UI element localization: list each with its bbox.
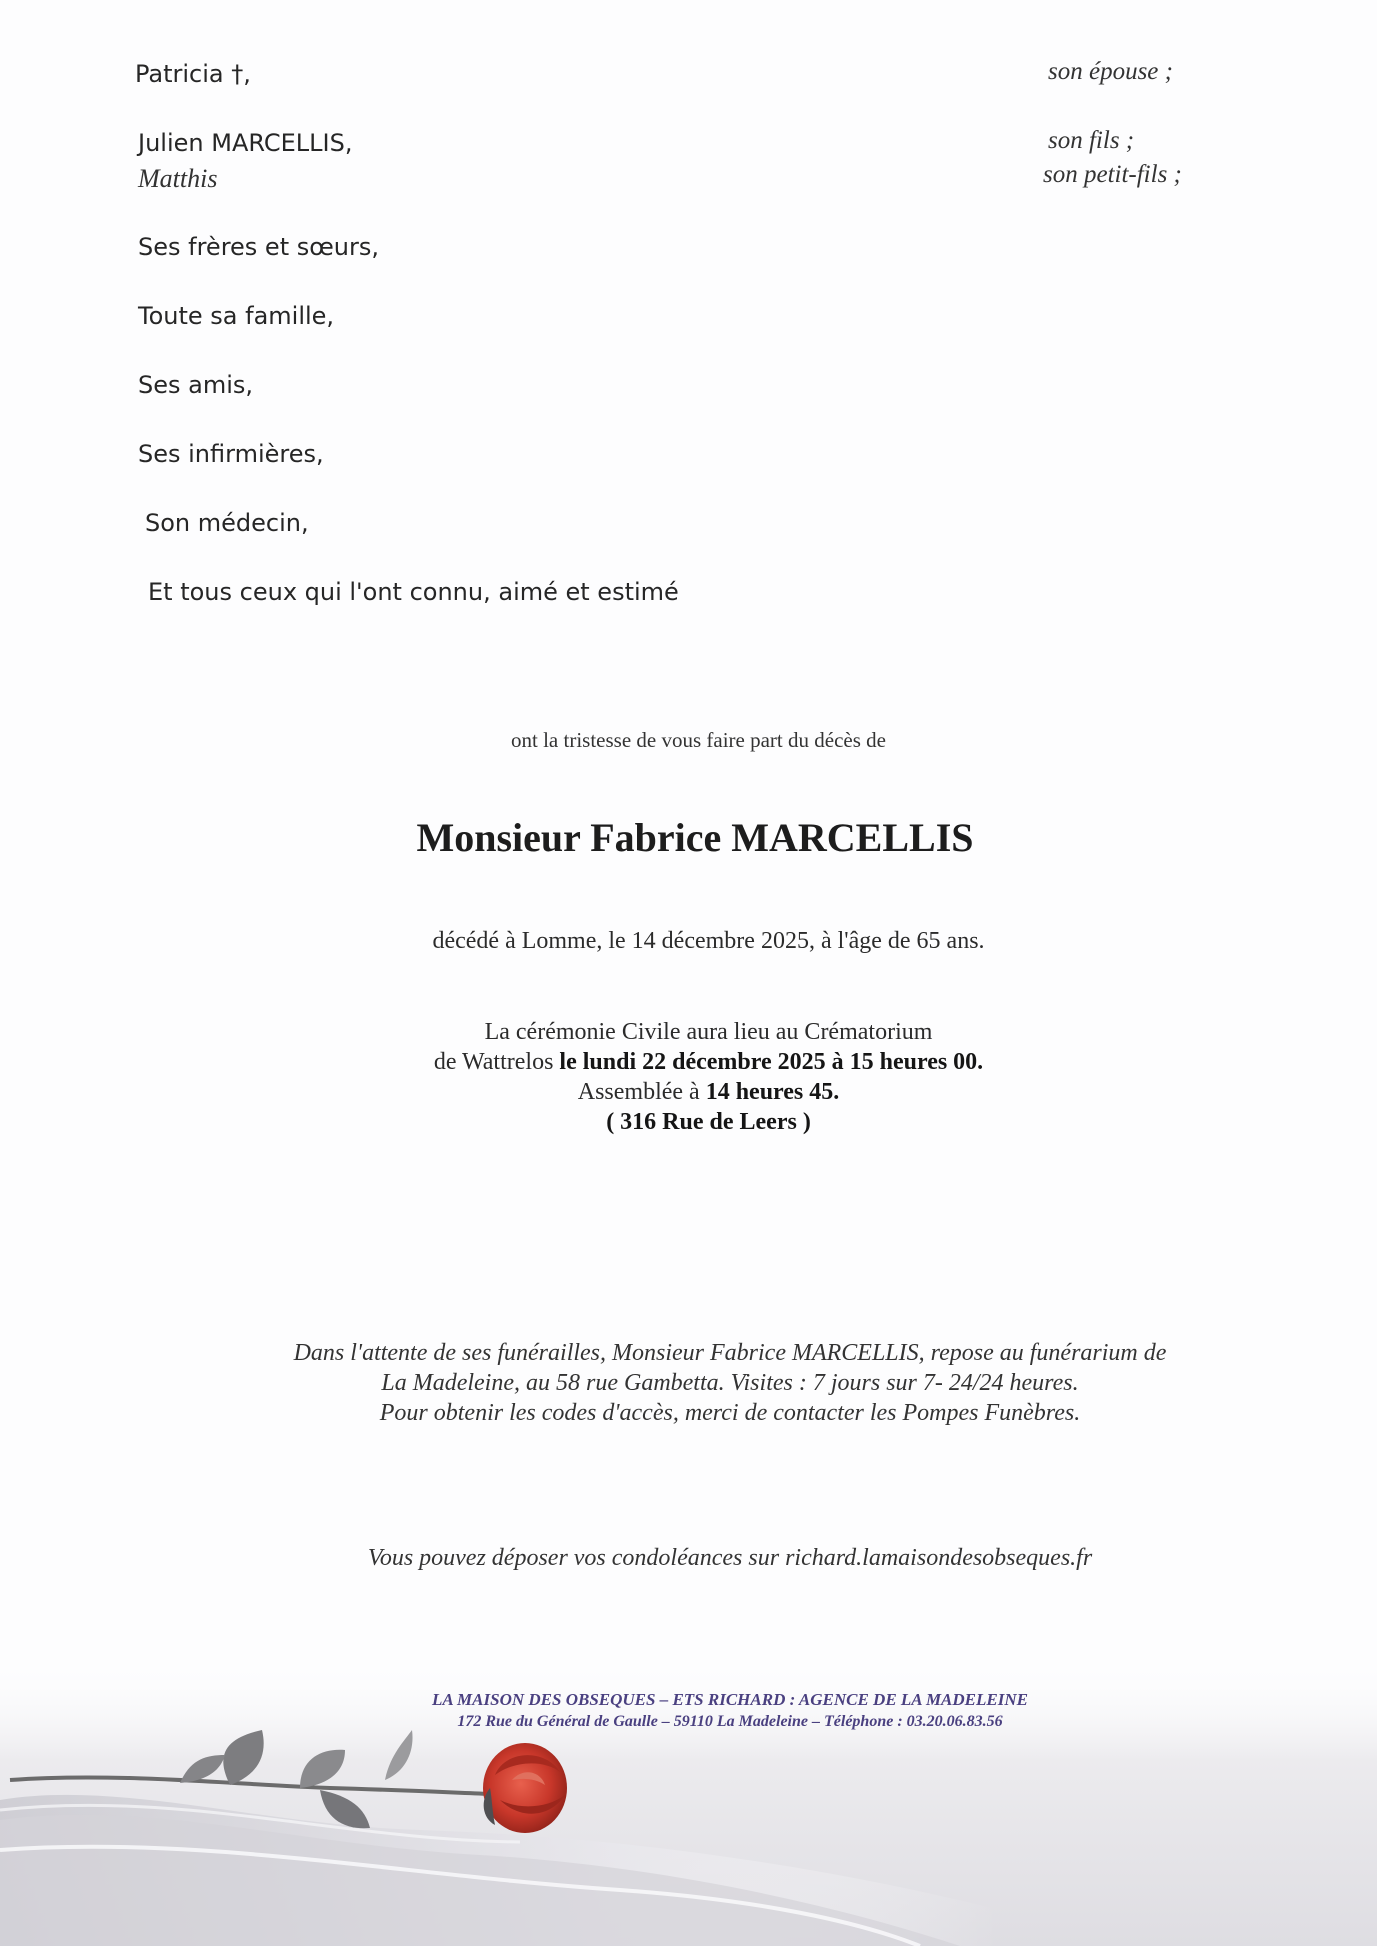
family-member-grandson: Matthis (138, 164, 218, 193)
funeral-home-address: 172 Rue du Général de Gaulle – 59110 La Madeleine – Téléphone : 03.20.06.83.56 (457, 1713, 1003, 1730)
family-member-son: Julien MARCELLIS, (138, 129, 353, 157)
family-doctor: Son médecin, (145, 509, 309, 537)
assembly-time: 14 heures 45. (705, 1079, 840, 1105)
ceremony-line-2 (0, 1047, 1377, 1077)
condolences-line: Vous pouvez déposer vos condoléances sur richard.lamaisondesobseques.fr (367, 1545, 1093, 1571)
relation-spouse: son épouse ; (1048, 58, 1173, 85)
death-details: décédé à Lomme, le 14 décembre 2025, à l'âge de 65 ans. (432, 928, 985, 954)
family-nurses: Ses infirmières, (138, 440, 324, 468)
announcement-intro: ont la tristesse de vous faire part du décès de (511, 728, 886, 752)
relation-grandson: son petit-fils ; (1043, 161, 1182, 188)
funerarium-note-line: La Madeleine, au 58 rue Gambetta. Visites : 7 jours sur 7- 24/24 heures. (381, 1370, 1079, 1396)
funeral-home-name: LA MAISON DES OBSEQUES – ETS RICHARD : AGENCE DE LA MADELEINE (432, 1690, 1028, 1709)
deceased-name: Monsieur Fabrice MARCELLIS (416, 815, 974, 860)
ceremony-place: de Wattrelos (433, 1049, 560, 1075)
funerarium-note-line: Dans l'attente de ses funérailles, Monsieur Fabrice MARCELLIS, repose au funérarium de (293, 1340, 1167, 1366)
funerarium-note-line: Pour obtenir les codes d'accès, merci de contacter les Pompes Funèbres. (379, 1400, 1081, 1426)
family-member-spouse: Patricia †, (135, 60, 251, 88)
ceremony-date: le lundi 22 décembre 2025 à 15 heures 00. (559, 1049, 984, 1075)
family-others: Et tous ceux qui l'ont connu, aimé et estimé (148, 578, 679, 606)
ceremony-address: ( 316 Rue de Leers ) (606, 1109, 811, 1135)
family-all: Toute sa famille, (138, 302, 335, 330)
ceremony-line-1: La cérémonie Civile aura lieu au Crématorium (484, 1019, 933, 1045)
funerarium-note (0, 1338, 1377, 1428)
family-friends: Ses amis, (138, 371, 254, 399)
relation-son: son fils ; (1048, 127, 1135, 154)
ceremony-line-3 (0, 1077, 1377, 1107)
family-siblings: Ses frères et sœurs, (138, 233, 379, 261)
assembly-label: Assemblée à (577, 1079, 706, 1105)
